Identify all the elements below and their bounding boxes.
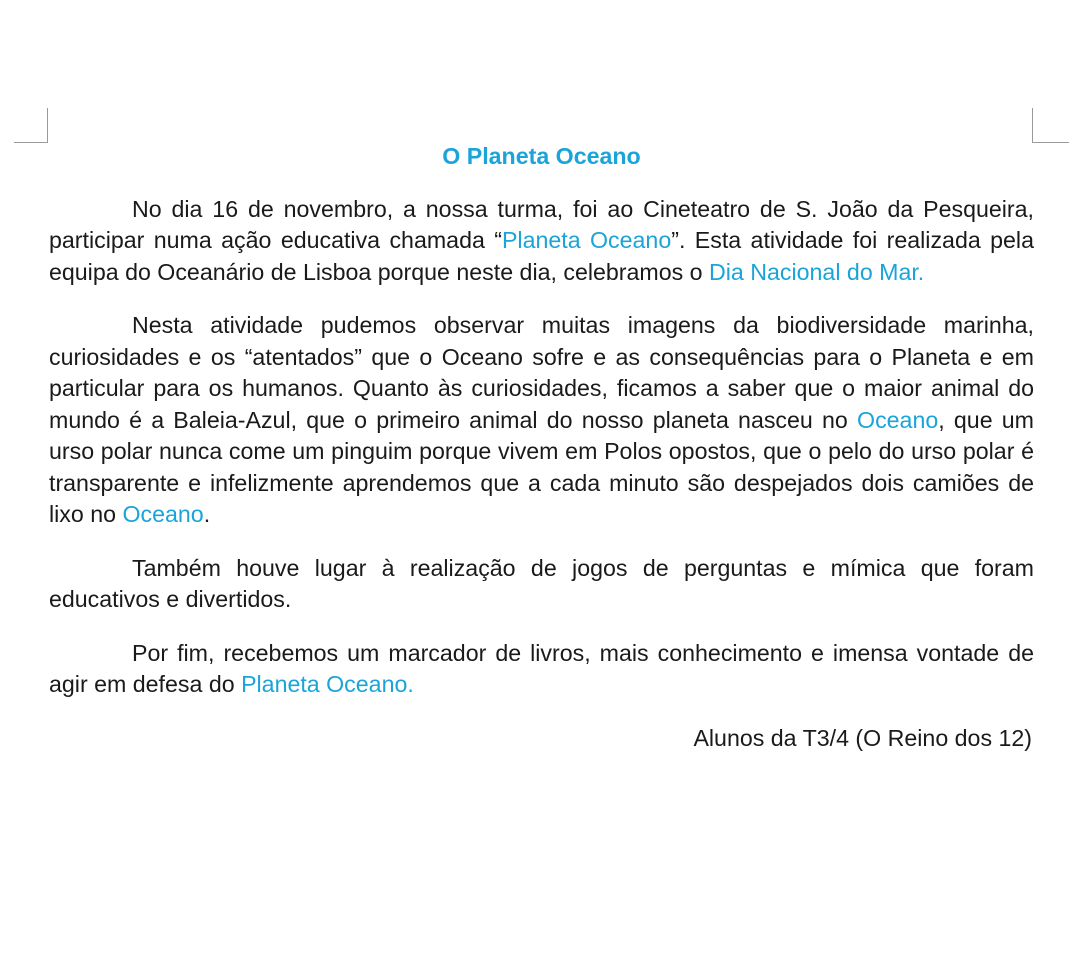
highlight-dia-nacional-do-mar: Dia Nacional do Mar.: [709, 258, 925, 285]
paragraph-2-text-2: , que um urso polar nunca come um pinguim porque vivem em Polos opostos, que o pelo do urso polar é transparente e infelizmente aprendemos que a cada minuto são despejados dois camiões de lixo no: [49, 406, 1035, 527]
crop-mark-top-left: [14, 108, 48, 143]
paragraph-1: [49, 194, 1034, 289]
paragraph-2-text-3: .: [203, 501, 211, 527]
paragraph-1-text-2: ”. Esta atividade foi realizada pela equipa do Oceanário de Lisboa porque neste dia, celebramos o: [49, 227, 1034, 285]
paragraph-4-text: Por fim, recebemos um marcador de livros, mais conhecimento e imensa vontade de agir em defesa do: [49, 639, 1034, 697]
signature: Alunos da T3/4 (O Reino dos 12): [693, 724, 1032, 751]
paragraph-4: [49, 638, 1034, 701]
paragraph-1-text-1: No dia 16 de novembro, a nossa turma, foi ao Cineteatro de S. João da Pesqueira, participar numa ação educativa chamada “: [49, 195, 1034, 253]
highlight-planeta-oceano: Planeta Oceano.: [241, 671, 414, 697]
paragraph-3: [49, 553, 1034, 616]
crop-mark-top-right: [1032, 108, 1069, 143]
paragraph-2-text-1: Nesta atividade pudemos observar muitas imagens da biodiversidade marinha, curiosidades e os “atentados” que o Oceano sofre e as consequências para o Planeta e em particular para os humanos. Quanto às curiosidades, ficamos a saber que o maior animal do mundo é a Baleia-Azul, que o primeiro animal do nosso planeta nasceu no: [49, 312, 1034, 433]
document-body: [49, 141, 1034, 754]
highlight-oceano: Oceano: [857, 406, 939, 433]
paragraph-2: [49, 310, 1034, 531]
highlight-planeta-oceano: Planeta Oceano: [501, 227, 672, 253]
document-title: O Planeta Oceano: [442, 143, 641, 169]
highlight-oceano: Oceano: [122, 501, 204, 527]
paragraph-3-text: Também houve lugar à realização de jogos de perguntas e mímica que foram educativos e divertidos.: [49, 554, 1034, 612]
